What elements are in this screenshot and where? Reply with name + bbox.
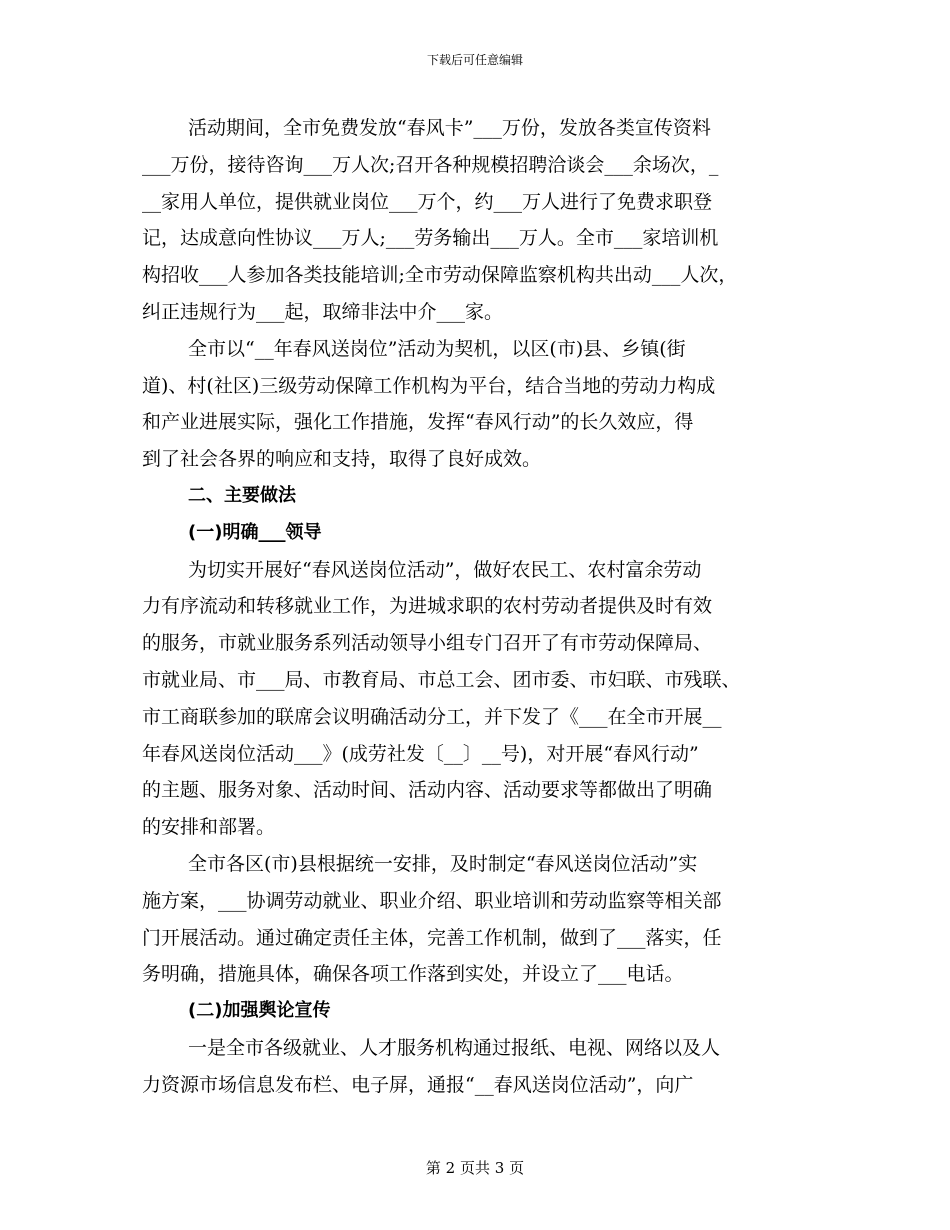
body-line: 力有序流动和转移就业工作，为进城求职的农村劳动者提供及时有效 (142, 595, 713, 618)
body-line: 一是全市各级就业、人才服务机构通过报纸、电视、网络以及人 (188, 1036, 721, 1059)
body-line: 全市以“__年春风送岗位”活动为契机，以区(市)县、乡镇(街 (188, 337, 686, 360)
body-line: 活动期间，全市免费发放“春风卡”___万份，发放各类宣传资料 (188, 117, 711, 139)
body-line: 的主题、服务对象、活动时间、活动内容、活动要求等都做出了明确 (142, 779, 713, 802)
body-line: 全市各区(市)县根据统一安排，及时制定“春风送岗位活动”实 (188, 852, 698, 875)
body-line: 市就业局、市___局、市教育局、市总工会、团市委、市妇联、市残联、 (142, 668, 741, 691)
body-line: 务明确，措施具体，确保各项工作落到实处，并设立了___电话。 (142, 963, 684, 986)
page-footer: 第 2 页共 3 页 (425, 1159, 525, 1177)
subsection-heading: (二)加强舆论宣传 (188, 1000, 331, 1022)
body-line: 施方案，___协调劳动就业、职业介绍、职业培训和劳动监察等相关部 (142, 889, 722, 912)
body-line: 记，达成意向性协议___万人;___劳务输出___万人。全市___家培训机 (142, 227, 719, 250)
section-heading: 二、主要做法 (188, 484, 296, 506)
page-header: 下载后可任意编辑 (426, 53, 523, 67)
body-line: 门开展活动。通过确定责任主体，完善工作机制，做到了___落实，任 (142, 926, 722, 949)
body-line: 道)、村(社区)三级劳动保障工作机构为平台，结合当地的劳动力构成 (142, 374, 716, 397)
body-line: 为切实开展好“春风送岗位活动”，做好农民工、农村富余劳动 (188, 558, 702, 581)
body-line: 的服务，市就业服务系列活动领导小组专门召开了有市劳动保障局、 (142, 632, 713, 655)
body-line: 市工商联参加的联席会议明确活动分工，并下发了《___在全市开展__ (142, 705, 722, 728)
body-line: ___万份，接待咨询___万人次;召开各种规模招聘洽谈会___余场次，_ (142, 153, 719, 176)
body-line: 到了社会各界的响应和支持，取得了良好成效。 (142, 448, 542, 471)
body-line: 的安排和部署。 (142, 816, 276, 839)
body-line: 纠正违规行为___起，取缔非法中介___家。 (142, 300, 504, 323)
body-line: 年春风送岗位活动___》(成劳社发〔__〕__号)，对开展“春风行动” (142, 742, 699, 765)
body-line: 力资源市场信息发布栏、电子屏，通报“__春风送岗位活动”，向广 (142, 1073, 694, 1096)
body-line: 构招收___人参加各类技能培训;全市劳动保障监察机构共出动___人次， (142, 264, 738, 287)
subsection-heading: (一)明确___领导 (188, 521, 322, 543)
body-line: __家用人单位，提供就业岗位___万个，约___万人进行了免费求职登 (142, 190, 713, 213)
body-line: 和产业进展实际，强化工作措施，发挥“春风行动”的长久效应，得 (142, 411, 694, 434)
document-body (142, 110, 817, 1104)
